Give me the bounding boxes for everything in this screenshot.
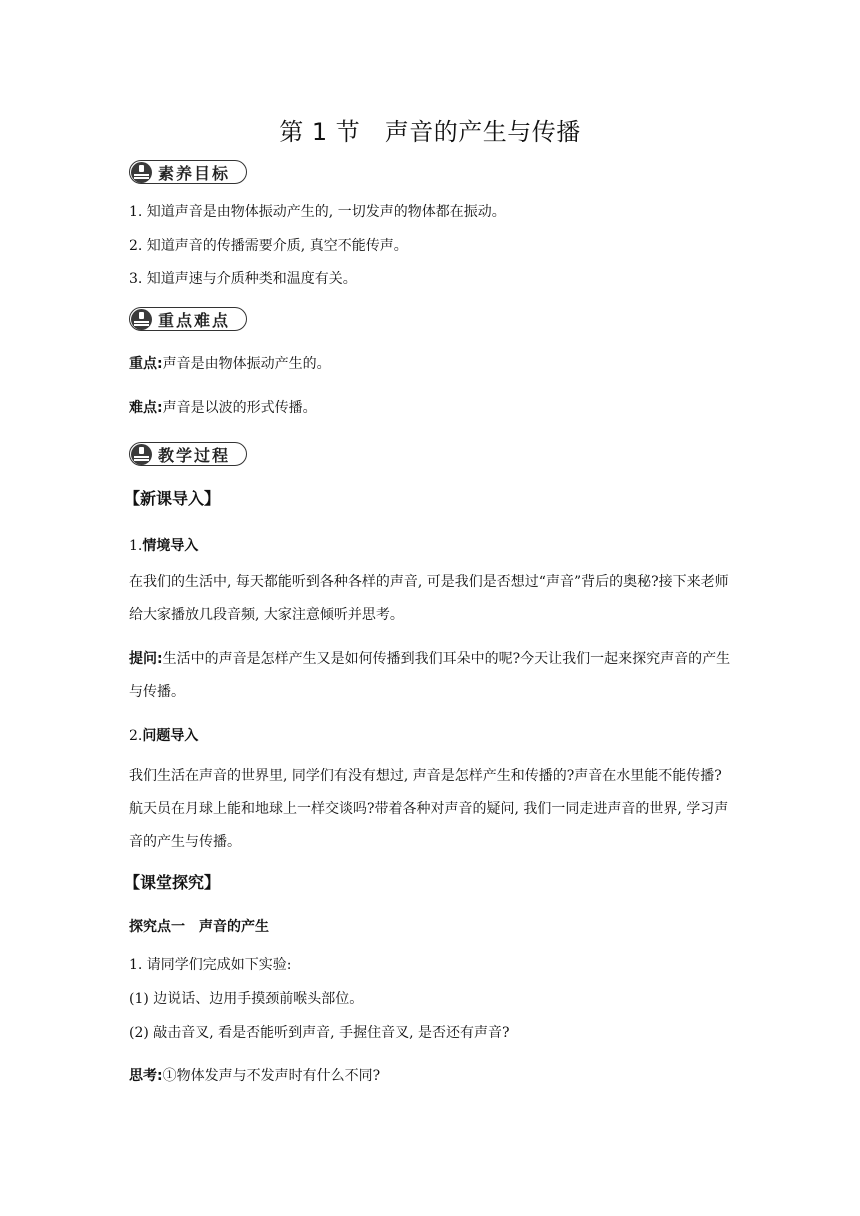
focus-text: 声音是由物体振动产生的。 <box>162 356 331 372</box>
intro-sub2 <box>129 726 198 746</box>
book-icon <box>131 309 152 330</box>
section-badge-process <box>129 442 247 466</box>
think-line <box>129 1066 380 1086</box>
section-badge-goals <box>129 160 247 184</box>
sub2-title: 问题导入 <box>142 728 199 744</box>
question-label: 提问: <box>129 651 163 667</box>
focus-label: 重点: <box>129 356 163 372</box>
difficulty-label: 难点: <box>129 400 163 416</box>
question-paragraph <box>129 643 733 709</box>
book-icon <box>131 162 152 183</box>
sub2-number: 2. <box>129 728 143 744</box>
think-label: 思考: <box>129 1068 163 1084</box>
badge-label: 重点难点 <box>158 310 231 330</box>
explore-point1: 探究点一 声音的产生 <box>129 919 269 935</box>
goal-item: 3. 知道声速与介质种类和温度有关。 <box>129 271 357 287</box>
difficulty-text: 声音是以波的形式传播。 <box>162 400 317 416</box>
sub1-title: 情境导入 <box>142 538 199 554</box>
intro-heading: 【新课导入】 <box>124 489 221 508</box>
badge-label: 素养目标 <box>158 163 231 183</box>
section-badge-key-points <box>129 307 247 331</box>
badge-label: 教学过程 <box>158 445 231 465</box>
think-text: ①物体发声与不发声时有什么不同? <box>162 1068 381 1084</box>
explore-item1a: (1) 边说话、边用手摸颈前喉头部位。 <box>129 991 364 1007</box>
book-icon <box>131 444 152 465</box>
goal-item: 2. 知道声音的传播需要介质, 真空不能传声。 <box>129 238 408 254</box>
explore-heading: 【课堂探究】 <box>124 873 221 892</box>
intro-sub2-paragraph: 我们生活在声音的世界里, 同学们有没有想过, 声音是怎样产生和传播的?声音在水里能不能传播?航天员在月球上能和地球上一样交谈吗?带着各种对声音的疑问, 我们一同走进声音的世界, 学习声音的产生与传播。 <box>129 768 729 850</box>
intro-sub1 <box>129 536 198 556</box>
page-title: 第 1 节 声音的产生与传播 <box>279 118 581 146</box>
intro-sub1-paragraph: 在我们的生活中, 每天都能听到各种各样的声音, 可是我们是否想过“声音”背后的奥秘?接下来老师给大家播放几段音频, 大家注意倾听并思考。 <box>129 574 729 623</box>
explore-item1b: (2) 敲击音叉, 看是否能听到声音, 手握住音叉, 是否还有声音? <box>129 1025 510 1041</box>
goal-item: 1. 知道声音是由物体振动产生的, 一切发声的物体都在振动。 <box>129 204 506 220</box>
sub1-number: 1. <box>129 538 143 554</box>
focus-line <box>129 354 331 374</box>
difficulty-line <box>129 398 317 418</box>
question-text: 生活中的声音是怎样产生又是如何传播到我们耳朵中的呢?今天让我们一起来探究声音的产生与传播。 <box>129 651 731 700</box>
explore-item1: 1. 请同学们完成如下实验: <box>129 957 292 973</box>
